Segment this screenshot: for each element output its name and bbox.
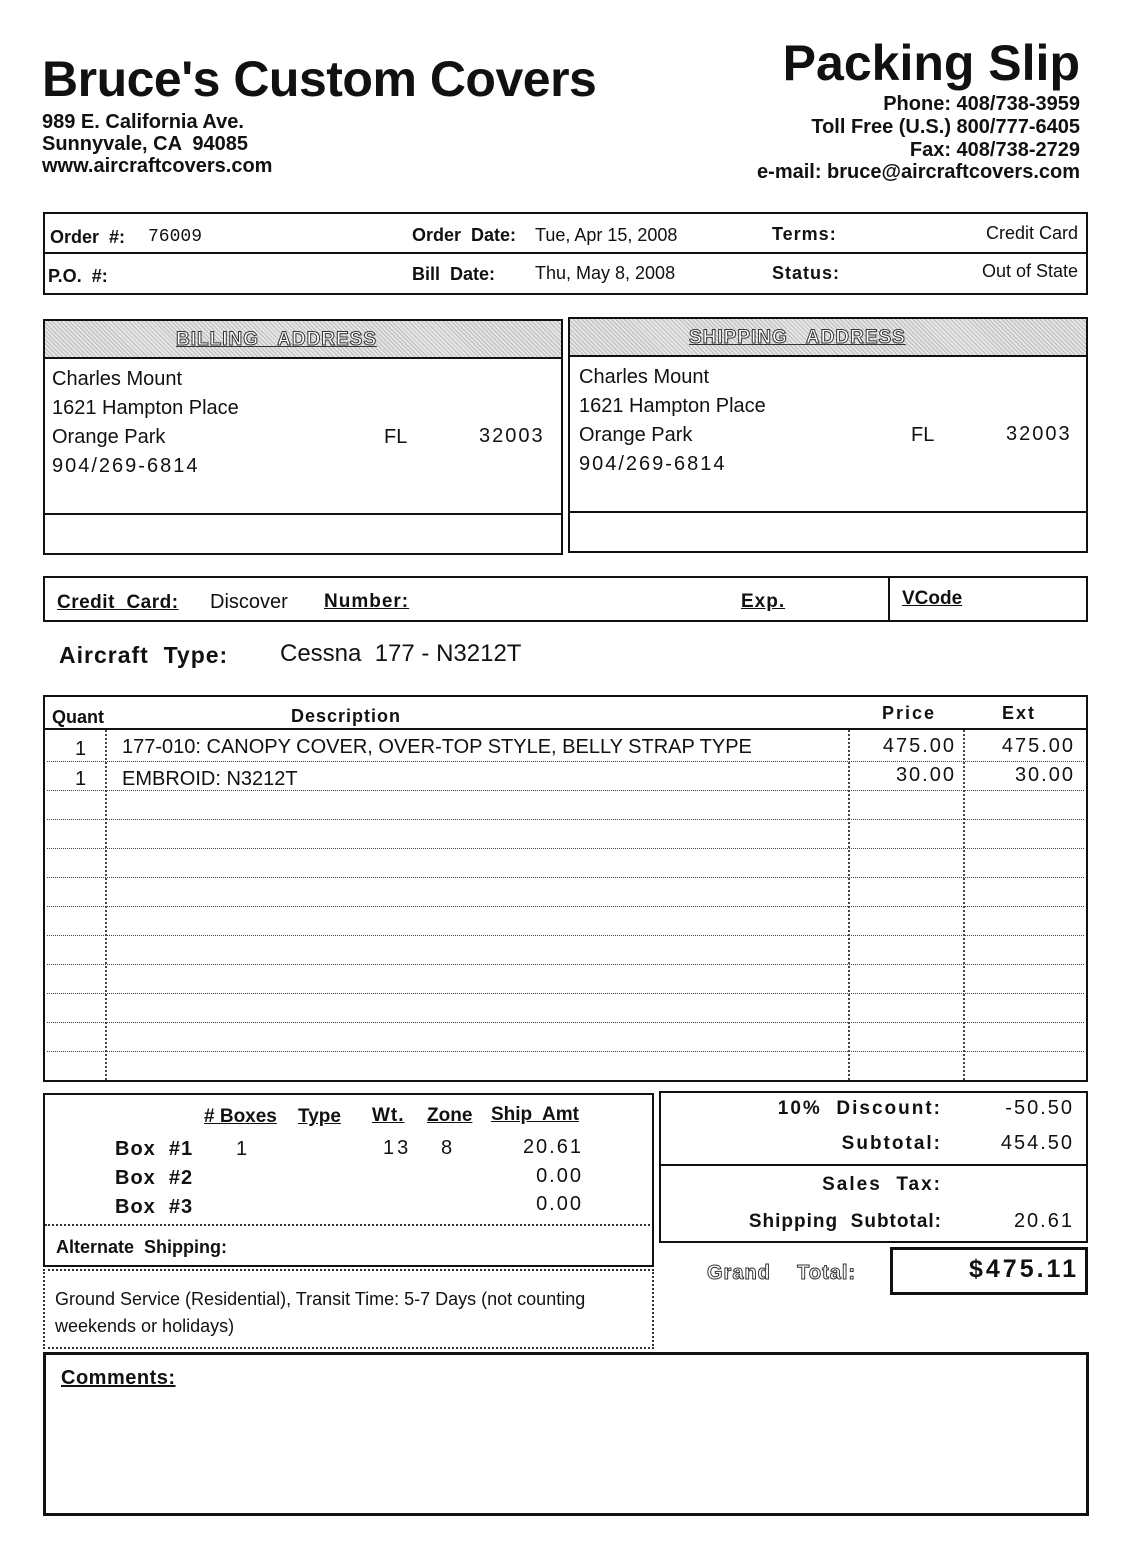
- company-address-line2: Sunnyvale, CA 94085: [42, 133, 249, 155]
- shipping-name: Charles Mount: [579, 366, 710, 388]
- document-title: Packing Slip: [782, 35, 1080, 91]
- aircraft-type: Cessna 177 - N3212T: [280, 640, 522, 667]
- box-ship-amt: 0.00: [536, 1193, 583, 1215]
- box-zone: 8: [441, 1137, 453, 1159]
- order-number-label: Order #:: [50, 227, 126, 247]
- billing-state: FL: [384, 426, 408, 448]
- company-address-line1: 989 E. California Ave.: [42, 111, 244, 133]
- grand-total-label: Grand Total:: [707, 1262, 857, 1284]
- col-header-description: Description: [291, 706, 402, 726]
- box-label: Box #2: [115, 1167, 194, 1189]
- shipping-street: 1621 Hampton Place: [579, 395, 766, 417]
- phone-number: Phone: 408/738-3959: [883, 93, 1080, 115]
- subtotal-value: 454.50: [1000, 1132, 1074, 1154]
- aircraft-type-label: Aircraft Type:: [59, 642, 229, 668]
- terms-value: Credit Card: [985, 223, 1078, 243]
- vcode-label: VCode: [902, 588, 963, 609]
- item-price: 30.00: [895, 764, 956, 786]
- item-price: 475.00: [882, 735, 956, 757]
- discount-label: 10% Discount:: [777, 1098, 942, 1119]
- billing-zip: 32003: [479, 425, 545, 447]
- weight-header: Wt.: [372, 1105, 405, 1126]
- type-header: Type: [298, 1106, 341, 1127]
- status-value: Out of State: [981, 261, 1078, 281]
- service-note: Ground Service (Residential), Transit Time: 5-7 Days (not counting weekends or holidays): [55, 1289, 586, 1336]
- shipping-state: FL: [911, 424, 935, 446]
- shipping-address-header: SHIPPING ADDRESS: [689, 327, 906, 348]
- col-header-ext: Ext: [1002, 703, 1037, 723]
- box-count: 1: [236, 1138, 248, 1160]
- shipping-subtotal-value: 20.61: [1013, 1210, 1074, 1232]
- order-number: 76009: [148, 227, 203, 247]
- status-label: Status:: [772, 263, 841, 283]
- card-number-label: Number:: [324, 591, 410, 612]
- box-ship-amt: 20.61: [522, 1136, 583, 1158]
- box-label: Box #1: [115, 1138, 194, 1160]
- credit-card-type: Discover: [210, 591, 288, 613]
- box-ship-amt: 0.00: [536, 1165, 583, 1187]
- order-date-label: Order Date:: [412, 225, 517, 245]
- col-header-price: Price: [882, 703, 937, 723]
- alternate-shipping-label: Alternate Shipping:: [56, 1237, 227, 1257]
- exp-label: Exp.: [741, 591, 786, 612]
- order-date: Tue, Apr 15, 2008: [535, 225, 678, 245]
- zone-header: Zone: [427, 1105, 473, 1126]
- box-label: Box #3: [115, 1196, 194, 1218]
- shipping-city: Orange Park: [579, 424, 693, 446]
- company-website: www.aircraftcovers.com: [42, 155, 273, 177]
- shipping-zip: 32003: [1006, 423, 1072, 445]
- fax-number: Fax: 408/738-2729: [909, 139, 1080, 161]
- item-description: 177-010: CANOPY COVER, OVER-TOP STYLE, BELLY STRAP TYPE: [122, 736, 752, 758]
- billing-phone: 904/269-6814: [52, 455, 200, 477]
- discount-value: -50.50: [1005, 1097, 1074, 1119]
- billing-name: Charles Mount: [52, 368, 183, 390]
- comments-box: [43, 1352, 1089, 1516]
- sales-tax-label: Sales Tax:: [822, 1174, 942, 1195]
- shipping-phone: 904/269-6814: [579, 453, 727, 475]
- item-ext: 30.00: [1014, 764, 1075, 786]
- po-number-label: P.O. #:: [48, 266, 108, 286]
- item-description: EMBROID: N3212T: [122, 768, 298, 790]
- toll-free-number: Toll Free (U.S.) 800/777-6405: [811, 116, 1080, 138]
- shipping-subtotal-label: Shipping Subtotal:: [748, 1211, 942, 1232]
- comments-label: Comments:: [61, 1367, 176, 1389]
- subtotal-label: Subtotal:: [841, 1133, 942, 1154]
- item-quant: 1: [75, 738, 87, 760]
- col-header-quant: Quant: [52, 707, 104, 727]
- item-ext: 475.00: [1001, 735, 1075, 757]
- credit-card-label: Credit Card:: [57, 592, 179, 613]
- billing-address-header: BILLING ADDRESS: [176, 329, 378, 350]
- company-name: Bruce's Custom Covers: [42, 51, 597, 107]
- email-address: e-mail: bruce@aircraftcovers.com: [757, 161, 1080, 183]
- bill-date: Thu, May 8, 2008: [535, 263, 676, 283]
- bill-date-label: Bill Date:: [412, 264, 496, 284]
- item-quant: 1: [75, 768, 87, 790]
- billing-city: Orange Park: [52, 426, 166, 448]
- grand-total-value: $475.11: [969, 1255, 1079, 1283]
- ship-amt-header: Ship Amt: [491, 1104, 579, 1125]
- terms-label: Terms:: [772, 224, 837, 244]
- billing-street: 1621 Hampton Place: [52, 397, 239, 419]
- box-weight: 13: [383, 1137, 412, 1159]
- boxes-header: # Boxes: [204, 1106, 277, 1127]
